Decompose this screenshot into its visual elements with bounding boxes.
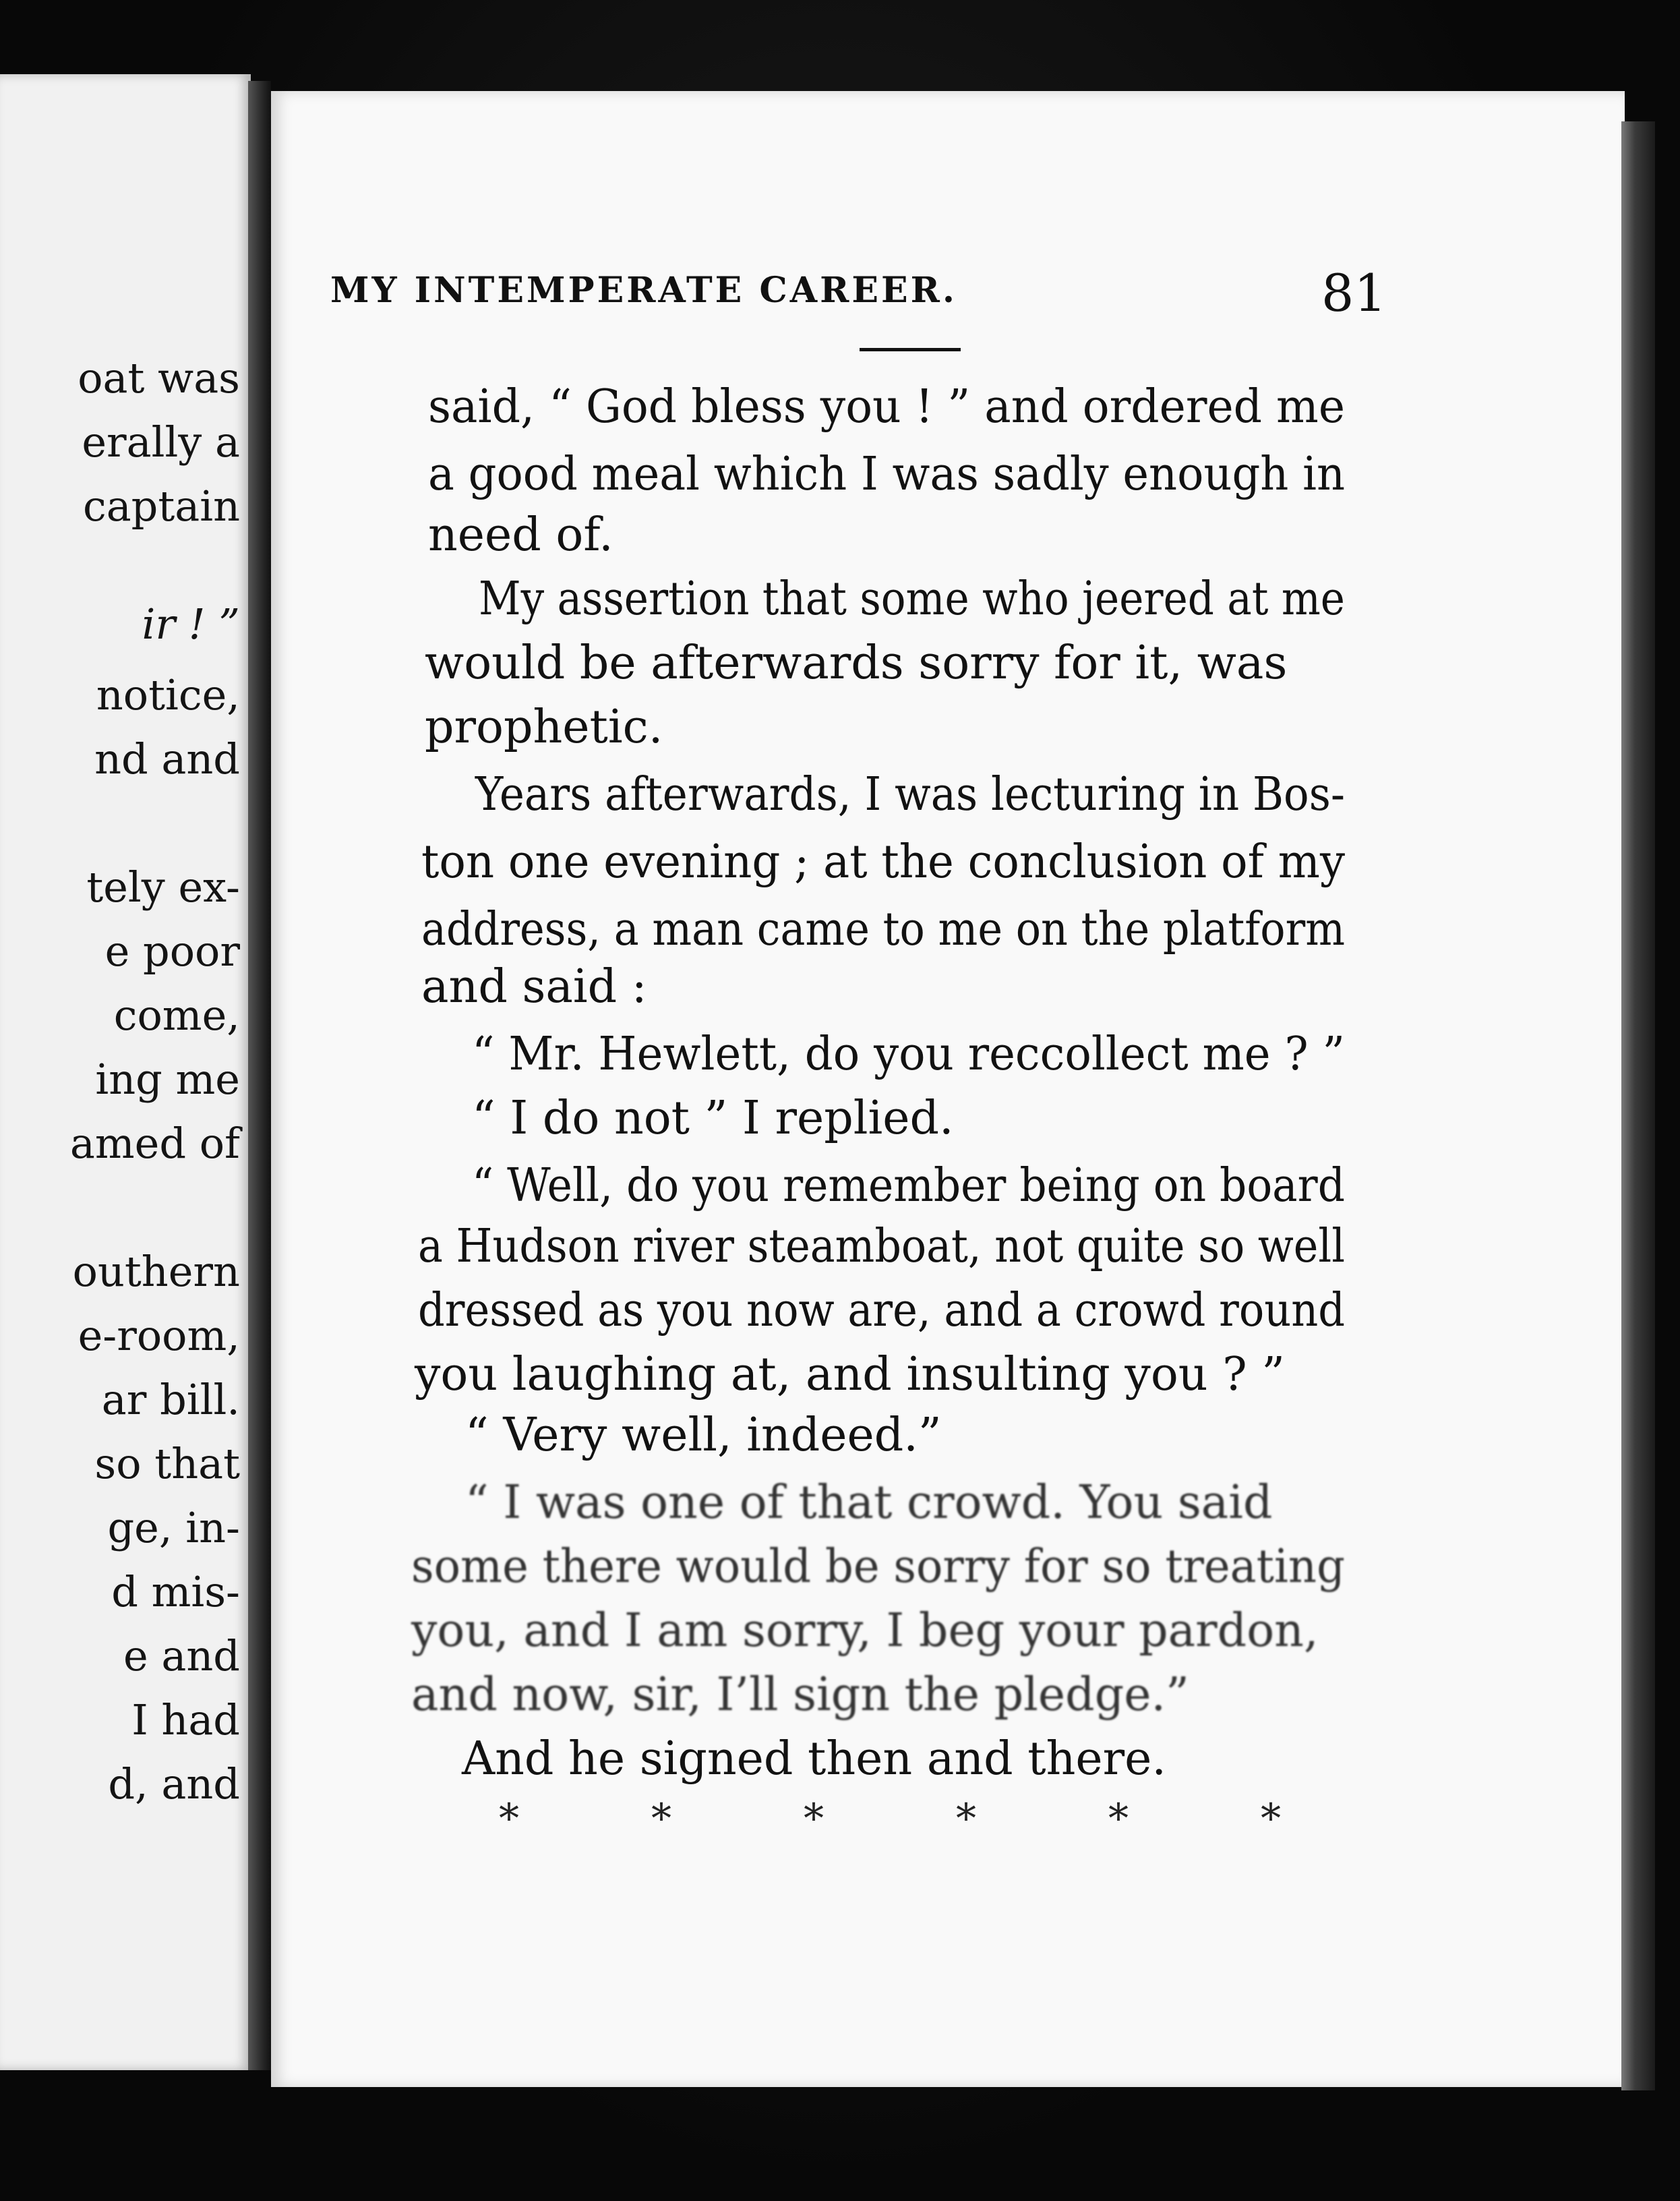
text-line: My assertion that some who jeered at me: [479, 573, 1345, 626]
left-page-line: tely ex-: [86, 862, 240, 912]
asterisk: *: [1108, 1795, 1129, 1842]
text-line: “ Very well, indeed.”: [465, 1409, 942, 1462]
left-page-line: notice,: [96, 670, 240, 720]
left-page-line: ing me: [95, 1055, 240, 1104]
text-line: some there would be sorry for so treating: [411, 1540, 1345, 1593]
left-page-line: e and: [123, 1631, 240, 1680]
left-page-line: e poor: [104, 927, 240, 976]
left-page-line: captain: [82, 481, 240, 531]
left-page-line: nd and: [94, 734, 240, 784]
left-page-line: I had: [131, 1695, 240, 1744]
text-line: and now, sir, I’ll sign the pledge.”: [411, 1668, 1189, 1722]
page-stack-edge: [1621, 121, 1655, 2090]
book-gutter: [248, 81, 271, 2070]
left-page-line: oat was: [78, 353, 240, 403]
text-line: “ Well, do you remember being on board: [472, 1159, 1345, 1212]
running-head: MY INTEMPERATE CAREER.: [330, 270, 957, 311]
text-line: address, a man came to me on the platform: [421, 903, 1345, 956]
left-page-line: erally a: [82, 417, 240, 467]
text-line: “ I do not ” I replied.: [472, 1092, 954, 1145]
text-line: said, “ God bless you ! ” and ordered me: [428, 380, 1345, 434]
text-line: “ Mr. Hewlett, do you reccollect me ? ”: [472, 1028, 1345, 1081]
left-page-line: outhern: [72, 1247, 240, 1296]
text-line: and said :: [421, 960, 647, 1014]
left-facing-page: [0, 74, 251, 2070]
page-number: 81: [1321, 263, 1387, 323]
text-line: you laughing at, and insulting you ? ”: [415, 1348, 1286, 1401]
left-page-line: amed of: [69, 1119, 240, 1168]
asterisk: *: [651, 1795, 671, 1842]
text-line: you, and I am sorry, I beg your pardon,: [411, 1604, 1319, 1657]
text-line: dressed as you now are, and a crowd round: [418, 1284, 1345, 1337]
left-page-line: ge, in-: [107, 1503, 240, 1552]
text-line: need of.: [428, 508, 613, 562]
left-page-line: so that: [94, 1439, 240, 1488]
left-page-line: d, and: [108, 1759, 240, 1809]
text-line: And he signed then and there.: [462, 1732, 1167, 1786]
text-line: prophetic.: [425, 701, 663, 754]
text-line: Years afterwards, I was lecturing in Bos-: [475, 768, 1345, 821]
asterisk: *: [804, 1795, 824, 1842]
section-break: [499, 1795, 1281, 1842]
asterisk: *: [956, 1795, 976, 1842]
text-line: “ I was one of that crowd. You said: [465, 1476, 1273, 1529]
text-line: ton one evening ; at the conclusion of my: [421, 835, 1345, 889]
text-line: a good meal which I was sadly enough in: [428, 448, 1345, 501]
text-line: a Hudson river steamboat, not quite so well: [418, 1220, 1345, 1273]
head-rule: [860, 348, 961, 351]
text-line: would be afterwards sorry for it, was: [425, 637, 1288, 690]
left-page-line: d mis-: [111, 1567, 240, 1616]
asterisk: *: [1261, 1795, 1281, 1842]
left-page-line: come,: [113, 991, 240, 1040]
left-page-line: ir ! ”: [142, 599, 240, 649]
left-page-line: e-room,: [78, 1311, 240, 1360]
asterisk: *: [499, 1795, 519, 1842]
left-page-line: ar bill.: [101, 1375, 240, 1424]
